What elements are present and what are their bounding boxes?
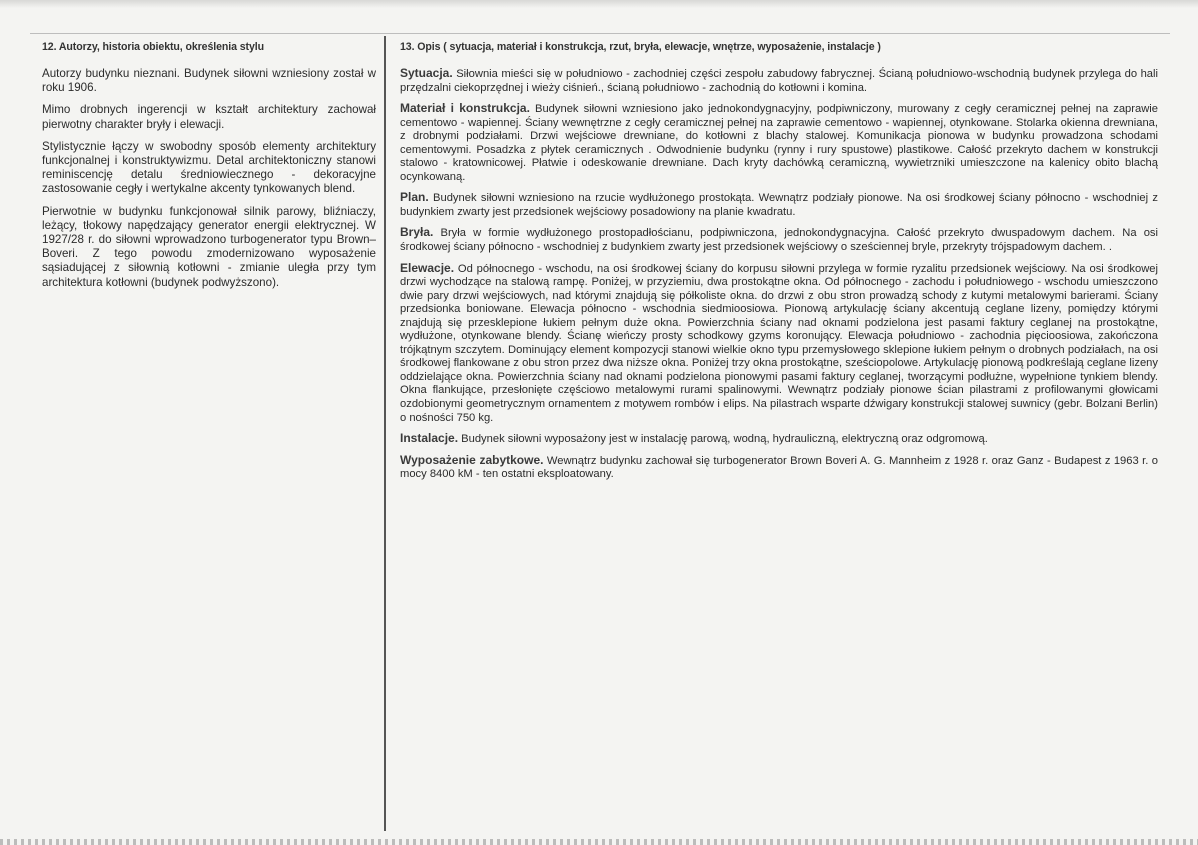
history-paragraph-authors: Autorzy budynku nieznani. Budynek siłowni wzniesiony został w roku 1906. bbox=[42, 67, 376, 95]
section-historic-equipment bbox=[400, 454, 1158, 482]
section-historic-equipment-label: Wyposażenie zabytkowe. bbox=[400, 452, 544, 467]
frame-line-top bbox=[30, 33, 1170, 34]
scan-edge-bottom bbox=[0, 839, 1198, 845]
section-elevations-label: Elewacje. bbox=[400, 260, 455, 275]
section-elevations bbox=[400, 262, 1158, 426]
section-installations bbox=[400, 432, 1158, 447]
section-historic-equipment-text: Wewnątrz budynku zachował się turbogenerator Brown Boveri A. G. Mannheim z 1928 r. oraz Ganz - Budapest z 1963 r. o mocy 8400 kM - ten ostatni eksploatowany. bbox=[400, 454, 1158, 481]
history-paragraph-style: Stylistycznie łączy w swobodny sposób elementy architektury funkcjonalnej i konstruktywizmu. Detal architektoniczny stanowi reminiscencję detalu średniowiecznego - dekoracyjne zastosowanie cegły i wertykalne akcenty tynkowanych blend. bbox=[42, 139, 376, 196]
description-heading: 13. Opis ( sytuacja, materiał i konstrukcja, rzut, bryła, elewacje, wnętrze, wyposażenie, instalacje ) bbox=[400, 41, 881, 53]
section-installations-text: Budynek siłowni wyposażony jest w instalację parową, wodną, hydrauliczną, elektryczną oraz odgromową. bbox=[458, 433, 988, 446]
section-massing bbox=[400, 226, 1158, 254]
history-heading: 12. Autorzy, historia obiektu, określenia stylu bbox=[42, 41, 264, 53]
section-installations-label: Instalacje. bbox=[400, 431, 459, 446]
section-material-text: Budynek siłowni wzniesiono jako jednokondygnacyjny, podpiwniczony, murowany z cegły ceramicznej pełnej na zaprawie cementowo - wapiennej. Ściany wewnętrzne z cegły ceramicznej pełnej na zaprawie cementowo - wapiennej, otynkowane. Stolarka okienna drewniana, z drobnymi podziałami. Drzwi wejściowe drewniane, do kotłowni z blachy stalowej. Komunikacja pionowa w budynku prowadzona schodami cementowymi. Posadzka z płytek ceramicznych . Odwodnienie budynku (rynny i rury spustowe) plastikowe. Całość przekryto dachem w konstrukcji stalowo - kratownicowej. Płatwie i odeskowanie drewniane. Dach kryty dachówką ceramiczną, wywietrzniki umieszczone na kalenicy obito blachą ocynkowaną. bbox=[400, 103, 1158, 183]
history-paragraph-equipment: Pierwotnie w budynku funkcjonował silnik parowy, bliźniaczy, leżący, tłokowy napędzający generator energii elektrycznej. W 1927/28 r. do siłowni wprowadzono turbogenerator typu Brown–Boveri. Z tego powodu zmodernizowano wyposażenie sąsiadującej z siłownią kotłowni - zmianie uległa przy tym architektura kotłowni (budynek podwyższono). bbox=[42, 204, 376, 289]
history-column bbox=[42, 41, 376, 298]
description-column bbox=[400, 41, 1158, 489]
section-plan-text: Budynek siłowni wzniesiono na rzucie wydłużonego prostokąta. Wewnątrz podziały pionowe. Na osi środkowej ściany północno - wschodniej z budynkiem zwarty jest przedsionek wejściowy posadowiony na planie kwadratu. bbox=[400, 192, 1158, 218]
column-divider bbox=[384, 36, 386, 831]
history-paragraph-preservation: Mimo drobnych ingerencji w kształt architektury zachował pierwotny charakter bryły i elewacji. bbox=[42, 103, 376, 131]
scan-edge-top bbox=[0, 0, 1198, 8]
section-situation-label: Sytuacja. bbox=[400, 66, 453, 80]
section-massing-label: Bryła. bbox=[400, 225, 434, 240]
section-situation bbox=[400, 67, 1158, 95]
section-plan-label: Plan. bbox=[400, 190, 429, 205]
section-massing-text: Bryła w formie wydłużonego prostopadłościanu, podpiwniczona, jednokondygnacyjna. Całość przekryto dwuspadowym dachem. Na osi środkowej ściany północno - wschodniej z budynkiem zwarty jest przedsionek wejściowy o sześciennej bryle, przekryty trójspadowym dachem. . bbox=[400, 227, 1158, 254]
section-elevations-text: Od północnego - wschodu, na osi środkowej ściany do korpusu siłowni przylega w formie ryzalitu przedsionek wejściowy. Na osi środkowej drzwi wychodzące na stalową rampę. Poniżej, w przyziemiu, dwa prostokątne okna. Od północnego - zachodu i południowego - wschodu umieszczono dwie pary drzwi wejściowych, nad którymi znajdują się półkoliste okna. do drzwi z obu stron prowadzą schody z kutymi metalowymi barierami. Ściany przedsionka boniowane. Elewacja północno - wschodnia siedmioosiowa. Pionową artykulację ściany akcentują ceglane lizeny, pomiędzy którymi znajdują się przesklepione łukiem pełnym duże okna. Powierzchnia ściany nad oknami podzielona jest pasami faktury ceglanej na prostokątne, wydłużone, otynkowane blendy. Ścianę wieńczy prosty schodkowy gzyms koronujący. Elewacja południowo - zachodnia pięcioosiowa, zakończona trójkątnym szczytem. Dominujący element kompozycji stanowi wielkie okno typu przemysłowego sklepione łukiem pełnym o drobnych podziałach, na osi środkowej flankowane z obu stron przez dwa niższe okna. Poniżej trzy okna prostokątne, sześciopolowe. Artykulację pionową podkreślają ceglane lizeny oddzielające okna. Powierzchnia ściany nad oknami podzielona pionowymi pasami faktury ceglanej, tworzącymi podłużne, wypełnione tynkiem blendy. Okna flankujące, przesłonięte częściowo metalowymi rurami spalinowymi. Wewnątrz podziały pionowe ścian pilastrami z profilowanymi głowicami ozdobionymi geometrycznym ornamentem z motywem rombów i elips. Na pilastrach wsparte dźwigary konstrukcji stalowej suwnicy (gebr. Bolzani Berlin) o nośności 750 kg. bbox=[400, 262, 1158, 424]
section-material bbox=[400, 102, 1158, 184]
section-situation-text: Siłownia mieści się w południowo - zachodniej części zespołu zabudowy fabrycznej. Ścianą południowo-wschodnią budynek przylega do hali przędzalni ciekoprzędnej i wieży ciśnień., ścianą południowo - zachodnią do kotłowni i komina. bbox=[400, 68, 1158, 94]
section-material-label: Materiał i konstrukcja. bbox=[400, 101, 530, 116]
section-plan bbox=[400, 191, 1158, 219]
